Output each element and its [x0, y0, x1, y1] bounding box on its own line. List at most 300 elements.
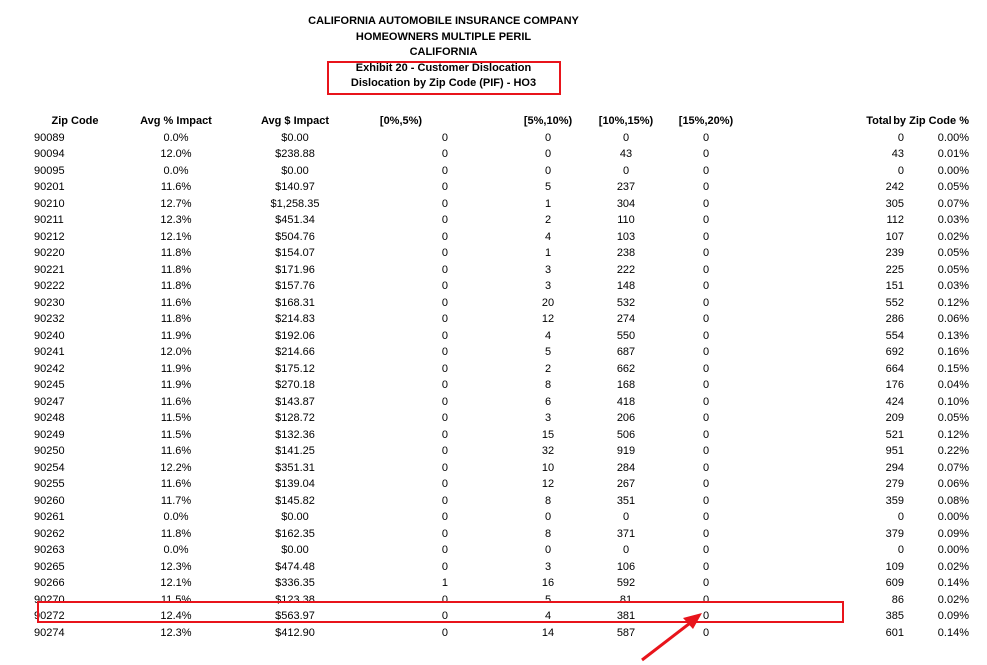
table-cell: 359 [885, 494, 904, 507]
table-cell: 0.07% [937, 197, 969, 210]
table-cell: 0.0% [163, 544, 189, 556]
table-cell: 0 [702, 577, 710, 589]
table-cell: 11.6% [160, 478, 192, 490]
table-cell: 284 [616, 461, 636, 474]
table-cell: 11.5% [160, 428, 192, 441]
table-cell: 692 [885, 346, 904, 358]
table-cell: 0.15% [937, 362, 969, 375]
table-cell: 5 [544, 181, 552, 193]
table-row [0, 278, 987, 295]
table-cell: 379 [885, 527, 904, 540]
table-header-row [0, 113, 987, 130]
table-cell: 11.9% [160, 379, 192, 391]
table-cell: 0 [441, 214, 448, 226]
table-cell: 0 [441, 296, 448, 309]
table-cell: 0 [702, 296, 710, 309]
table-cell: 0.00% [937, 544, 969, 556]
table-cell: 8 [544, 527, 552, 540]
table-cell: 10 [541, 461, 555, 474]
table-cell: 0 [702, 230, 710, 243]
table-cell: 12.4% [160, 610, 192, 622]
table-cell: 0 [702, 610, 710, 622]
table-cell: $1,258.35 [270, 197, 320, 210]
table-cell: 206 [616, 412, 636, 424]
table-cell: 0 [441, 626, 448, 639]
table-cell: 0 [702, 329, 710, 342]
table-cell: 0.09% [937, 610, 969, 622]
table-cell: $139.04 [275, 478, 315, 490]
table-cell: 0 [702, 247, 710, 259]
table-cell: 0 [622, 164, 630, 177]
table-cell: 0.04% [937, 379, 969, 391]
table-cell: 267 [616, 478, 636, 490]
table-row [0, 427, 987, 444]
table-cell: 0 [441, 313, 448, 325]
table-cell: 0 [702, 428, 710, 441]
column-header: [5%,10%) [523, 115, 573, 127]
table-cell: 0.10% [937, 395, 969, 408]
table-cell: 90247 [34, 395, 65, 408]
table-cell: 0 [702, 445, 710, 457]
table-cell: 12.0% [160, 346, 192, 358]
table-cell: 2 [544, 362, 552, 375]
table-cell: 0 [544, 511, 552, 523]
table-cell: 20 [541, 296, 555, 309]
table-cell: 305 [885, 197, 904, 210]
table-cell: 0 [441, 164, 448, 177]
table-cell: 662 [616, 362, 636, 375]
table-cell: 90249 [34, 428, 65, 441]
table-row [0, 377, 987, 394]
table-cell: 0 [441, 148, 448, 160]
table-cell: 521 [885, 428, 904, 441]
table-cell: $214.66 [275, 346, 315, 358]
table-cell: 239 [885, 247, 904, 259]
table-cell: 12.1% [160, 577, 192, 589]
table-row [0, 542, 987, 559]
table-row [0, 295, 987, 312]
table-cell: 0 [897, 544, 904, 556]
table-row [0, 625, 987, 642]
table-cell: $157.76 [275, 280, 315, 292]
table-cell: 90241 [34, 346, 65, 358]
table-cell: 90221 [34, 263, 65, 276]
table-cell: 0.0% [163, 511, 189, 523]
table-cell: 43 [619, 148, 633, 160]
table-cell: 0 [702, 313, 710, 325]
table-cell: 0 [702, 511, 710, 523]
table-row [0, 575, 987, 592]
table-cell: 371 [616, 527, 636, 540]
table-row [0, 509, 987, 526]
table-cell: 0.07% [937, 461, 969, 474]
table-cell: 151 [885, 280, 904, 292]
table-cell: 0 [441, 593, 448, 606]
table-cell: 11.9% [160, 329, 192, 342]
table-cell: 90220 [34, 247, 65, 259]
table-cell: 15 [541, 428, 555, 441]
table-row [0, 262, 987, 279]
table-cell: 90255 [34, 478, 65, 490]
table-cell: 12.2% [160, 461, 192, 474]
table-cell: 238 [616, 247, 636, 259]
table-cell: 0.22% [937, 445, 969, 457]
table-cell: 11.6% [160, 395, 192, 408]
table-row [0, 476, 987, 493]
table-cell: 11.8% [160, 280, 192, 292]
table-cell: 0 [441, 379, 448, 391]
table-cell: 168 [616, 379, 636, 391]
table-row [0, 163, 987, 180]
table-cell: 0 [441, 247, 448, 259]
table-cell: 0 [702, 412, 710, 424]
table-cell: 0.12% [937, 296, 969, 309]
table-cell: 601 [885, 626, 904, 639]
table-cell: 664 [885, 362, 904, 375]
table-cell: 6 [544, 395, 552, 408]
table-row [0, 311, 987, 328]
table-cell: 0 [441, 610, 448, 622]
table-cell: 552 [885, 296, 904, 309]
table-cell: 587 [616, 626, 636, 639]
table-cell: 107 [885, 230, 904, 243]
table-cell: 2 [544, 214, 552, 226]
table-cell: 90272 [34, 610, 65, 622]
table-cell: 8 [544, 494, 552, 507]
table-cell: 381 [616, 610, 636, 622]
table-cell: 90089 [34, 131, 65, 144]
table-cell: 12 [541, 313, 555, 325]
table-cell: $270.18 [275, 379, 315, 391]
table-cell: 385 [885, 610, 904, 622]
table-cell: $412.90 [275, 626, 315, 639]
table-cell: $140.97 [275, 181, 315, 193]
table-cell: 242 [885, 181, 904, 193]
table-cell: 0.02% [937, 593, 969, 606]
table-cell: 43 [891, 148, 904, 160]
table-cell: 3 [544, 560, 552, 573]
table-cell: 90212 [34, 230, 65, 243]
table-cell: 16 [541, 577, 555, 589]
table-cell: 0 [702, 148, 710, 160]
table-cell: 0.0% [163, 164, 189, 177]
table-cell: 209 [885, 412, 904, 424]
table-cell: 0 [702, 263, 710, 276]
table-cell: 90201 [34, 181, 65, 193]
table-cell: 0 [441, 494, 448, 507]
table-cell: 0 [702, 197, 710, 210]
table-cell: 554 [885, 329, 904, 342]
table-cell: $123.38 [275, 593, 315, 606]
table-cell: 0 [441, 131, 448, 144]
table-cell: $192.06 [275, 329, 315, 342]
table-cell: 0.13% [937, 329, 969, 342]
column-header: [10%,15%) [598, 115, 654, 127]
table-cell: 0 [441, 329, 448, 342]
table-row [0, 146, 987, 163]
table-cell: 0.03% [937, 214, 969, 226]
table-row [0, 394, 987, 411]
table-cell: 0 [441, 181, 448, 193]
table-cell: 0.09% [937, 527, 969, 540]
table-row [0, 179, 987, 196]
table-cell: 90262 [34, 527, 65, 540]
table-cell: 0 [702, 214, 710, 226]
table-cell: 0.12% [937, 428, 969, 441]
company-name: CALIFORNIA AUTOMOBILE INSURANCE COMPANY [308, 15, 579, 27]
table-cell: 90230 [34, 296, 65, 309]
table-row [0, 559, 987, 576]
table-row [0, 328, 987, 345]
table-cell: 0.05% [937, 412, 969, 424]
column-header: Zip Code [51, 115, 99, 127]
table-cell: 12.7% [160, 197, 192, 210]
table-cell: $141.25 [275, 445, 315, 457]
table-cell: 0 [702, 280, 710, 292]
table-cell: 0 [702, 346, 710, 358]
table-cell: 90240 [34, 329, 65, 342]
table-cell: $0.00 [281, 544, 309, 556]
table-cell: 0 [702, 494, 710, 507]
table-cell: 90232 [34, 313, 65, 325]
table-cell: 3 [544, 412, 552, 424]
table-cell: 4 [544, 230, 552, 243]
table-cell: 687 [616, 346, 636, 358]
table-cell: $168.31 [275, 296, 315, 309]
table-cell: 32 [541, 445, 555, 457]
table-cell: 919 [616, 445, 636, 457]
table-cell: $154.07 [275, 247, 315, 259]
table-cell: 0.06% [937, 313, 969, 325]
table-cell: 112 [886, 214, 904, 226]
table-cell: 81 [619, 593, 633, 606]
table-cell: 90095 [34, 164, 65, 177]
table-cell: 90211 [34, 214, 64, 226]
table-cell: 0 [441, 445, 448, 457]
table-cell: 90261 [34, 511, 65, 523]
table-cell: 418 [616, 395, 636, 408]
table-cell: 0 [441, 478, 448, 490]
table-cell: 110 [617, 214, 635, 226]
table-cell: 90245 [34, 379, 65, 391]
table-cell: 0.14% [937, 577, 969, 589]
table-cell: $175.12 [275, 362, 315, 375]
table-cell: 609 [885, 577, 904, 589]
table-row [0, 344, 987, 361]
table-cell: 0 [897, 131, 904, 144]
table-cell: $0.00 [281, 131, 309, 144]
table-cell: 0.06% [937, 478, 969, 490]
table-cell: 12.3% [160, 214, 192, 226]
table-cell: 351 [616, 494, 636, 507]
table-cell: 0.16% [937, 346, 969, 358]
table-row [0, 361, 987, 378]
exhibit-title: Exhibit 20 - Customer Dislocation [355, 61, 532, 74]
table-cell: 0 [441, 511, 448, 523]
table-cell: 279 [885, 478, 904, 490]
table-cell: 0 [702, 593, 710, 606]
table-cell: 12.0% [160, 148, 192, 160]
table-cell: 0.00% [937, 164, 969, 177]
table-cell: 11.9% [160, 362, 192, 375]
table-cell: 532 [616, 296, 636, 309]
table-cell: 0 [544, 544, 552, 556]
table-cell: 4 [544, 329, 552, 342]
table-row [0, 493, 987, 510]
table-cell: 0 [544, 148, 552, 160]
table-row [0, 245, 987, 262]
table-cell: 90248 [34, 412, 65, 424]
table-cell: 0.08% [937, 494, 969, 507]
table-row [0, 196, 987, 213]
table-cell: 90210 [34, 197, 65, 210]
table-cell: 148 [616, 280, 636, 292]
table-cell: $563.97 [275, 610, 315, 622]
table-cell: 0 [441, 395, 448, 408]
table-cell: $0.00 [281, 511, 309, 523]
table-cell: 0 [622, 544, 630, 556]
table-cell: 0 [441, 428, 448, 441]
table-cell: 11.6% [160, 181, 192, 193]
table-cell: 12.1% [160, 230, 192, 243]
table-cell: 86 [891, 593, 904, 606]
table-row [0, 212, 987, 229]
table-cell: 0 [897, 164, 904, 177]
table-cell: 11.6% [160, 296, 192, 309]
table-cell: 0 [702, 527, 710, 540]
table-cell: 592 [616, 577, 636, 589]
table-cell: 90222 [34, 280, 65, 292]
table-cell: $171.96 [275, 263, 315, 276]
table-cell: $145.82 [275, 494, 315, 507]
table-row [0, 229, 987, 246]
table-row [0, 130, 987, 147]
table-cell: 11.6% [160, 445, 192, 457]
exhibit-subtitle: Dislocation by Zip Code (PIF) - HO3 [350, 77, 537, 89]
table-cell: 0 [441, 197, 448, 210]
table-cell: 0.02% [937, 230, 969, 243]
table-cell: 12.3% [160, 626, 192, 639]
table-cell: 0 [544, 164, 552, 177]
table-row [0, 460, 987, 477]
table-cell: 1 [544, 247, 552, 259]
table-cell: 0.01% [937, 148, 969, 160]
table-cell: 0 [544, 131, 552, 144]
table-cell: 0 [441, 527, 448, 540]
table-cell: 286 [885, 313, 904, 325]
table-cell: 0.05% [937, 247, 969, 259]
table-cell: $238.88 [275, 148, 315, 160]
table-cell: $0.00 [281, 164, 309, 177]
dislocation-table [0, 113, 987, 641]
table-row [0, 443, 987, 460]
table-cell: 12.3% [160, 560, 192, 573]
table-cell: 0.00% [937, 131, 969, 144]
table-cell: 0 [441, 544, 448, 556]
table-cell: 0 [702, 181, 710, 193]
table-cell: $504.76 [275, 230, 315, 243]
table-cell: $336.35 [275, 577, 315, 589]
table-cell: 0 [702, 560, 710, 573]
table-cell: $143.87 [275, 395, 315, 408]
table-cell: 90260 [34, 494, 65, 507]
table-cell: 0 [702, 461, 710, 474]
table-cell: 106 [616, 560, 636, 573]
table-cell: 0 [622, 511, 630, 523]
table-cell: 550 [616, 329, 636, 342]
table-cell: 176 [885, 379, 904, 391]
table-cell: 90263 [34, 544, 65, 556]
table-cell: 90265 [34, 560, 65, 573]
table-cell: 0 [702, 362, 710, 375]
table-cell: 951 [885, 445, 904, 457]
column-header: Avg $ Impact [260, 115, 330, 127]
table-cell: 0 [897, 511, 904, 523]
table-cell: 90254 [34, 461, 65, 474]
table-cell: 0 [702, 131, 710, 144]
table-cell: 0 [441, 362, 448, 375]
table-cell: 90242 [34, 362, 65, 375]
table-cell: 90094 [34, 148, 65, 160]
table-cell: 424 [885, 395, 904, 408]
table-cell: 0 [702, 395, 710, 408]
column-header: Avg % Impact [140, 115, 212, 127]
state-name: CALIFORNIA [409, 46, 478, 58]
table-cell: 0 [702, 164, 710, 177]
table-cell: $474.48 [275, 560, 315, 573]
table-cell: 0.02% [937, 560, 969, 573]
table-cell: 0 [622, 131, 630, 144]
table-cell: 0 [441, 346, 448, 358]
table-cell: 90274 [34, 626, 65, 639]
table-cell: $214.83 [275, 313, 315, 325]
table-cell: 0 [702, 544, 710, 556]
table-cell: 0 [702, 379, 710, 391]
table-cell: 5 [544, 593, 552, 606]
table-cell: 0.0% [163, 131, 189, 144]
table-cell: 0.05% [937, 181, 969, 193]
table-cell: 11.8% [160, 527, 192, 540]
column-header: Total [866, 115, 892, 127]
table-row [0, 410, 987, 427]
table-cell: $162.35 [275, 527, 315, 540]
table-cell: 11.8% [160, 247, 192, 259]
table-cell: 0.05% [937, 263, 969, 276]
exhibit-highlight-box [327, 61, 561, 95]
table-cell: 0 [441, 280, 448, 292]
table-cell: $451.34 [275, 214, 315, 226]
table-cell: 0 [441, 412, 448, 424]
table-cell: 11.8% [160, 313, 192, 325]
table-cell: 3 [544, 263, 552, 276]
table-cell: 90270 [34, 593, 65, 606]
table-cell: 0 [441, 560, 448, 573]
table-cell: 11.5% [160, 593, 192, 606]
table-cell: 1 [441, 577, 448, 589]
table-cell: 4 [544, 610, 552, 622]
table-cell: 11.8% [160, 263, 192, 276]
table-cell: 0 [702, 478, 710, 490]
table-cell: 237 [616, 181, 636, 193]
table-cell: $132.36 [275, 428, 315, 441]
table-cell: 90250 [34, 445, 65, 457]
table-cell: 0 [441, 230, 448, 243]
table-cell: $128.72 [275, 412, 315, 424]
table-cell: 1 [544, 197, 552, 210]
column-header: [15%,20%) [678, 115, 734, 127]
table-cell: 12 [541, 478, 555, 490]
table-cell: 225 [885, 263, 904, 276]
